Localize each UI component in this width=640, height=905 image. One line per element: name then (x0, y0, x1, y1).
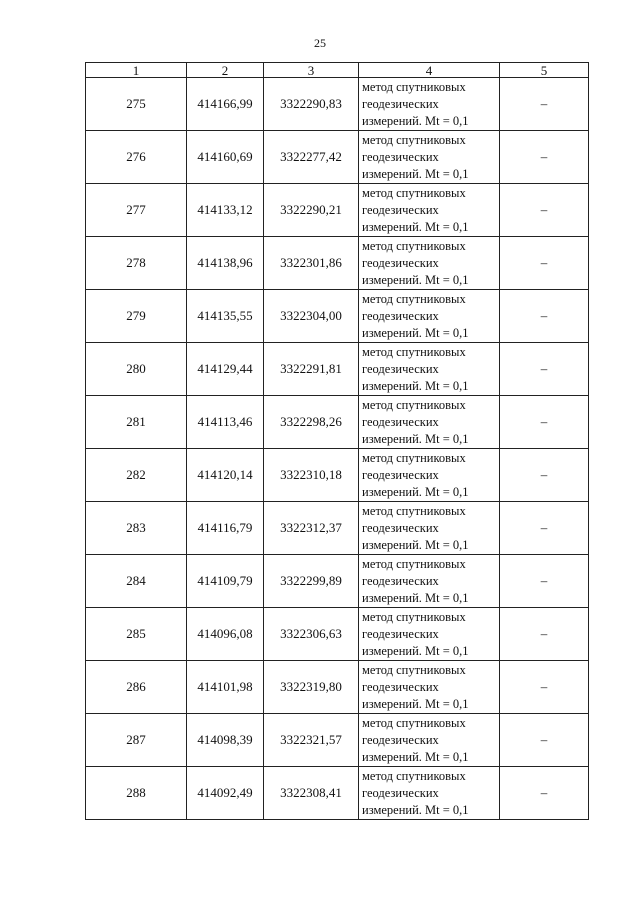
x-coordinate-cell: 414092,49 (187, 767, 264, 820)
method-cell (359, 661, 500, 714)
point-number-cell: 286 (86, 661, 187, 714)
y-coordinate-cell: 3322298,26 (264, 396, 359, 449)
method-line: геодезических (362, 255, 439, 270)
method-line: метод спутниковых (362, 291, 466, 306)
table-body (86, 78, 589, 820)
y-coordinate-cell: 3322291,81 (264, 343, 359, 396)
method-line: метод спутниковых (362, 662, 466, 677)
table-row (86, 714, 589, 767)
table-header-row (86, 63, 589, 78)
method-line: измерений. Mt = 0,1 (362, 113, 469, 128)
x-coordinate-cell: 414166,99 (187, 78, 264, 131)
point-number-cell: 283 (86, 502, 187, 555)
method-cell (359, 555, 500, 608)
table-row (86, 343, 589, 396)
column-header-3: 3 (264, 63, 359, 78)
method-cell (359, 767, 500, 820)
y-coordinate-cell: 3322319,80 (264, 661, 359, 714)
coordinates-table (85, 62, 589, 820)
method-line: геодезических (362, 149, 439, 164)
method-line: геодезических (362, 626, 439, 641)
y-coordinate-cell: 3322310,18 (264, 449, 359, 502)
method-cell (359, 449, 500, 502)
description-cell: – (500, 237, 589, 290)
column-header-4: 4 (359, 63, 500, 78)
description-cell: – (500, 502, 589, 555)
method-cell (359, 237, 500, 290)
method-line: геодезических (362, 308, 439, 323)
point-number-cell: 275 (86, 78, 187, 131)
point-number-cell: 284 (86, 555, 187, 608)
method-cell (359, 184, 500, 237)
method-line: метод спутниковых (362, 185, 466, 200)
y-coordinate-cell: 3322306,63 (264, 608, 359, 661)
table-row (86, 449, 589, 502)
method-line: геодезических (362, 467, 439, 482)
point-number-cell: 282 (86, 449, 187, 502)
x-coordinate-cell: 414101,98 (187, 661, 264, 714)
table-row (86, 184, 589, 237)
description-cell: – (500, 396, 589, 449)
description-cell: – (500, 131, 589, 184)
method-cell (359, 502, 500, 555)
method-line: измерений. Mt = 0,1 (362, 272, 469, 287)
x-coordinate-cell: 414135,55 (187, 290, 264, 343)
method-line: измерений. Mt = 0,1 (362, 325, 469, 340)
description-cell: – (500, 608, 589, 661)
table-row (86, 555, 589, 608)
table-row (86, 290, 589, 343)
y-coordinate-cell: 3322290,21 (264, 184, 359, 237)
method-line: измерений. Mt = 0,1 (362, 749, 469, 764)
method-line: измерений. Mt = 0,1 (362, 378, 469, 393)
method-line: геодезических (362, 732, 439, 747)
method-line: геодезических (362, 202, 439, 217)
point-number-cell: 288 (86, 767, 187, 820)
method-line: геодезических (362, 785, 439, 800)
table-row (86, 767, 589, 820)
method-line: метод спутниковых (362, 397, 466, 412)
description-cell: – (500, 290, 589, 343)
y-coordinate-cell: 3322299,89 (264, 555, 359, 608)
method-line: измерений. Mt = 0,1 (362, 431, 469, 446)
method-cell (359, 290, 500, 343)
x-coordinate-cell: 414116,79 (187, 502, 264, 555)
method-line: геодезических (362, 96, 439, 111)
table-row (86, 502, 589, 555)
description-cell: – (500, 714, 589, 767)
point-number-cell: 277 (86, 184, 187, 237)
description-cell: – (500, 449, 589, 502)
table-row (86, 237, 589, 290)
x-coordinate-cell: 414109,79 (187, 555, 264, 608)
method-line: метод спутниковых (362, 609, 466, 624)
method-line: геодезических (362, 573, 439, 588)
method-line: геодезических (362, 679, 439, 694)
description-cell: – (500, 767, 589, 820)
description-cell: – (500, 661, 589, 714)
x-coordinate-cell: 414096,08 (187, 608, 264, 661)
table-row (86, 131, 589, 184)
description-cell: – (500, 555, 589, 608)
method-cell (359, 343, 500, 396)
method-line: метод спутниковых (362, 715, 466, 730)
table-row (86, 661, 589, 714)
point-number-cell: 281 (86, 396, 187, 449)
method-line: геодезических (362, 414, 439, 429)
x-coordinate-cell: 414098,39 (187, 714, 264, 767)
method-line: метод спутниковых (362, 238, 466, 253)
table-row (86, 608, 589, 661)
y-coordinate-cell: 3322312,37 (264, 502, 359, 555)
method-line: метод спутниковых (362, 450, 466, 465)
x-coordinate-cell: 414133,12 (187, 184, 264, 237)
method-line: измерений. Mt = 0,1 (362, 484, 469, 499)
point-number-cell: 279 (86, 290, 187, 343)
x-coordinate-cell: 414113,46 (187, 396, 264, 449)
y-coordinate-cell: 3322308,41 (264, 767, 359, 820)
method-line: измерений. Mt = 0,1 (362, 696, 469, 711)
point-number-cell: 280 (86, 343, 187, 396)
method-cell (359, 131, 500, 184)
table-row (86, 396, 589, 449)
method-line: метод спутниковых (362, 132, 466, 147)
description-cell: – (500, 78, 589, 131)
x-coordinate-cell: 414160,69 (187, 131, 264, 184)
method-line: измерений. Mt = 0,1 (362, 166, 469, 181)
description-cell: – (500, 343, 589, 396)
x-coordinate-cell: 414120,14 (187, 449, 264, 502)
method-line: геодезических (362, 361, 439, 376)
x-coordinate-cell: 414138,96 (187, 237, 264, 290)
method-line: метод спутниковых (362, 344, 466, 359)
column-header-5: 5 (500, 63, 589, 78)
y-coordinate-cell: 3322304,00 (264, 290, 359, 343)
method-line: метод спутниковых (362, 79, 466, 94)
method-line: геодезических (362, 520, 439, 535)
column-header-2: 2 (187, 63, 264, 78)
point-number-cell: 278 (86, 237, 187, 290)
method-line: измерений. Mt = 0,1 (362, 590, 469, 605)
y-coordinate-cell: 3322301,86 (264, 237, 359, 290)
method-line: метод спутниковых (362, 768, 466, 783)
method-cell (359, 78, 500, 131)
point-number-cell: 285 (86, 608, 187, 661)
column-header-1: 1 (86, 63, 187, 78)
point-number-cell: 276 (86, 131, 187, 184)
point-number-cell: 287 (86, 714, 187, 767)
method-line: измерений. Mt = 0,1 (362, 219, 469, 234)
method-line: измерений. Mt = 0,1 (362, 643, 469, 658)
x-coordinate-cell: 414129,44 (187, 343, 264, 396)
y-coordinate-cell: 3322321,57 (264, 714, 359, 767)
method-line: метод спутниковых (362, 503, 466, 518)
table-row (86, 78, 589, 131)
y-coordinate-cell: 3322290,83 (264, 78, 359, 131)
description-cell: – (500, 184, 589, 237)
method-cell (359, 608, 500, 661)
method-cell (359, 714, 500, 767)
method-line: метод спутниковых (362, 556, 466, 571)
method-line: измерений. Mt = 0,1 (362, 537, 469, 552)
method-line: измерений. Mt = 0,1 (362, 802, 469, 817)
method-cell (359, 396, 500, 449)
page-number: 25 (314, 36, 326, 50)
y-coordinate-cell: 3322277,42 (264, 131, 359, 184)
